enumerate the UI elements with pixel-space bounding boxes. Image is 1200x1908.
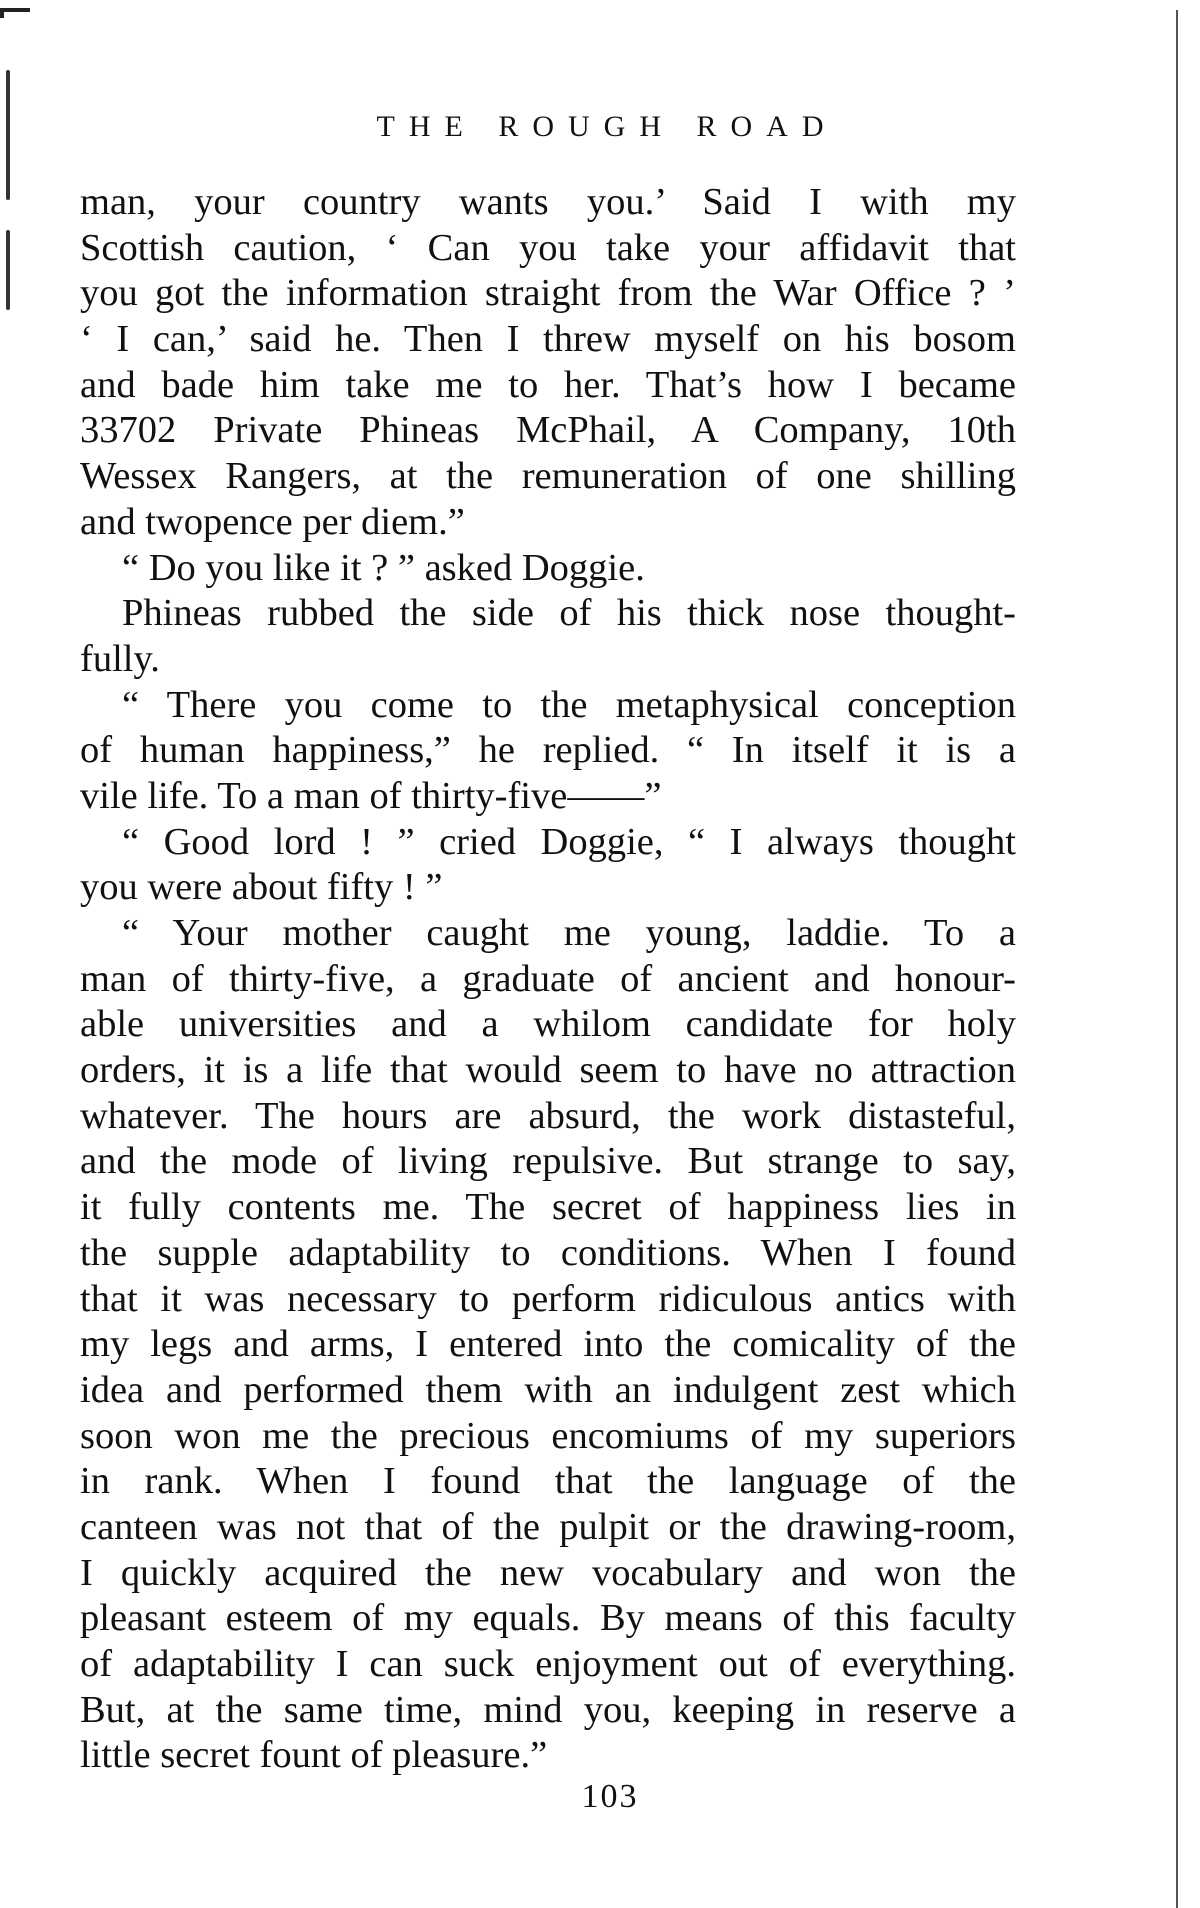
text-line: it fully contents me. The secret of happiness lies in — [80, 1186, 1016, 1229]
running-head: THE ROUGH ROAD — [376, 110, 838, 143]
scan-corner-mark — [0, 8, 30, 12]
text-line: “ Do you like it ? ” asked Doggie. — [122, 546, 645, 589]
text-line: you got the information straight from the War Office ? ’ — [80, 272, 1016, 315]
text-line: you were about fifty ! ” — [80, 866, 443, 909]
text-line: idea and performed them with an indulgent zest which — [80, 1368, 1016, 1411]
body-text — [80, 180, 1016, 1779]
text-line: my legs and arms, I entered into the comicality of the — [80, 1323, 1016, 1366]
text-line: and twopence per diem.” — [80, 500, 465, 543]
text-line: that it was necessary to perform ridiculous antics with — [80, 1277, 1016, 1320]
text-line: orders, it is a life that would seem to have no attraction — [80, 1049, 1016, 1092]
text-line: whatever. The hours are absurd, the work distasteful, — [80, 1094, 1016, 1137]
text-line: and the mode of living repulsive. But strange to say, — [80, 1140, 1016, 1183]
text-line: canteen was not that of the pulpit or the drawing-room, — [80, 1505, 1016, 1548]
text-line: of adaptability I can suck enjoyment out of everything. — [80, 1643, 1016, 1685]
text-line: man, your country wants you.’ Said I with my — [80, 181, 1016, 223]
page-number: 103 — [581, 1778, 639, 1815]
text-line: fully. — [80, 637, 160, 680]
text-line: vile life. To a man of thirty-five——” — [80, 774, 662, 817]
text-line: “ Good lord ! ” cried Doggie, “ I always thought — [122, 820, 1016, 863]
text-line: I quickly acquired the new vocabulary and won the — [80, 1551, 1016, 1594]
text-line: soon won me the precious encomiums of my superiors — [80, 1414, 1016, 1457]
scan-margin-mark — [6, 230, 10, 310]
text-line: of human happiness,” he replied. “ In itself it is a — [80, 729, 1016, 772]
text-line: pleasant esteem of my equals. By means of this faculty — [80, 1597, 1016, 1640]
text-line: in rank. When I found that the language of the — [80, 1460, 1016, 1503]
text-line: Scottish caution, ‘ Can you take your affidavit that — [80, 226, 1016, 269]
text-line: ‘ I can,’ said he. Then I threw myself on his bosom — [80, 318, 1016, 361]
text-line: “ Your mother caught me young, laddie. To a — [122, 912, 1016, 954]
text-line: 33702 Private Phineas McPhail, A Company, 10th — [80, 409, 1016, 452]
text-line: “ There you come to the metaphysical conception — [122, 683, 1016, 726]
text-line: Wessex Rangers, at the remuneration of one shilling — [80, 455, 1016, 498]
text-line: little secret fount of pleasure.” — [80, 1734, 548, 1777]
text-line: But, at the same time, mind you, keeping in reserve a — [80, 1688, 1016, 1731]
text-line: Phineas rubbed the side of his thick nose thought- — [122, 592, 1016, 635]
page-edge-line — [1176, 10, 1178, 1908]
text-line: the supple adaptability to conditions. When I found — [80, 1231, 1016, 1274]
text-line: and bade him take me to her. That’s how I became — [80, 363, 1016, 406]
text-line: man of thirty-five, a graduate of ancient and honour- — [80, 957, 1016, 1000]
text-line: able universities and a whilom candidate for holy — [80, 1003, 1016, 1046]
